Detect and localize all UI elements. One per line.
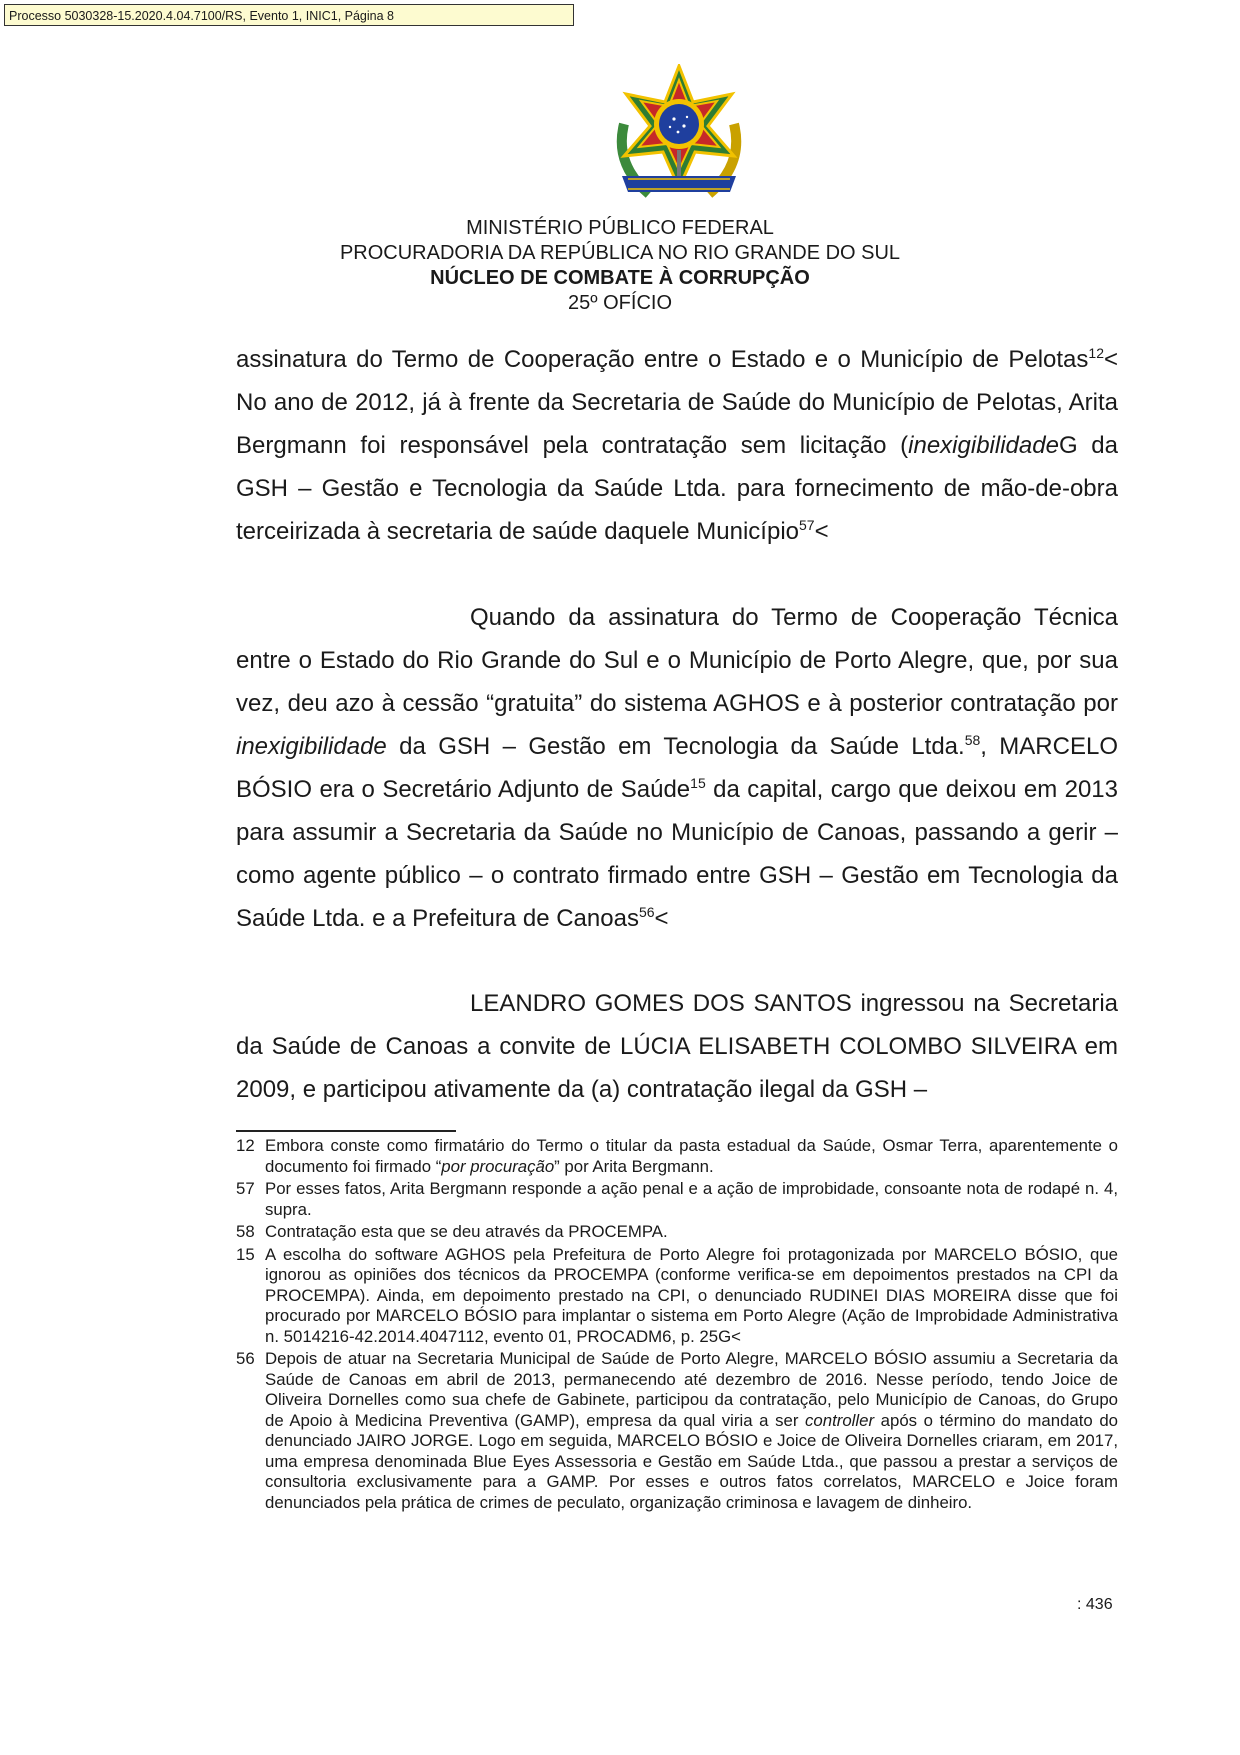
header-nucleo: NÚCLEO DE COMBATE À CORRUPÇÃO [430, 267, 810, 289]
footnote-ref-57[interactable]: 57 [799, 517, 815, 533]
footnote-ref-12[interactable]: 12 [1088, 345, 1104, 361]
paragraph-1: assinatura do Termo de Cooperação entre o Estado e o Município de Pelotas$^{12}$< No ano de 2012, já à frente da Secretaria de Saúde do Município de Pelotas, Arita Bergmann foi responsável pela contratação sem licitação (inexigibilidadeG da GSH – Gestão e Tecnologia da Saúde Ltda. para fornecimento de mão-de-obra terceirizada à secretaria de saúde daquele Município$^{57}$< [236, 345, 1118, 545]
footnote-number: 58 [236, 1222, 255, 1241]
paragraph-3: LEANDRO GOMES DOS SANTOS ingressou na Secretaria da Saúde de Canoas a convite de LÚCIA ELISABETH COLOMBO SILVEIRA em 2009, e participou ativamente da (a) contratação ilegal da GSH – [236, 990, 1118, 1103]
footnotes [236, 1136, 1118, 1515]
header-oficio: 25º OFÍCIO [568, 292, 672, 314]
header-procuradoria: PROCURADORIA DA REPÚBLICA NO RIO GRANDE DO SUL [339, 242, 901, 264]
process-stamp: Processo 5030328-15.2020.4.04.7100/RS, Evento 1, INIC1, Página 8 [4, 4, 574, 26]
footnote-15: 15 A escolha do software AGHOS pela Prefeitura de Porto Alegre foi protagonizada por MARCELO BÓSIO, que ignorou as opiniões dos técnicos da PROCEMPA (conforme verifica-se em depoimentos prestados na CPI da PROCEMPA). Ainda, em depoimento prestado na CPI, o denunciado RUDINEI DIAS MOREIRA disse que foi procurado por MARCELO BÓSIO para implantar o sistema em Porto Alegre (Ação de Improbidade Administrativa n. 5014216-42.2014.4047112, evento 01, PROCADM6, p. 25G< [236, 1244, 1118, 1346]
footnote-number: 15 [236, 1244, 255, 1264]
footnote-58: 58 Contratação esta que se deu através da PROCEMPA. [236, 1222, 668, 1241]
footnote-56: 56 Depois de atuar na Secretaria Municipal de Saúde de Porto Alegre, MARCELO BÓSIO assumiu a Secretaria da Saúde de Canoas em abril de 2013, permanecendo até dezembro de 2016. Nesse período, tendo Joice de Oliveira Dornelles como sua chefe de Gabinete, participou da contratação, pelo Município de Canoas, do Grupo de Apoio à Medicina Preventiva (GAMP), empresa da qual viria a ser controller após o término do mandato do denunciado JAIRO JORGE. Logo em seguida, MARCELO BÓSIO e Joice de Oliveira Dornelles criaram, em 2017, uma empresa denominada Blue Eyes Assessoria e Gestão em Saúde Ltda., que passou a prestar a serviços de consultoria exclusivamente para a GAMP. Por esses e outros fatos correlatos, MARCELO e Joice foram denunciados pela prática de crimes de peculato, organização criminosa e lavagem de dinheiro. [236, 1349, 1118, 1512]
footnote-divider [236, 1130, 456, 1132]
footnote-12: 12 Embora conste como firmatário do Termo o titular da pasta estadual da Saúde, Osmar Terra, aparentemente o documento foi firmado “por procuração” por Arita Bergmann. [236, 1136, 1118, 1176]
footnote-ref-56[interactable]: 56 [638, 904, 655, 920]
paragraph-2: Quando da assinatura do Termo de Cooperação Técnica entre o Estado do Rio Grande do Sul e o Município de Porto Alegre, que, por sua vez, deu azo à cessão “gratuita” do sistema AGHOS e à posterior contratação por inexigibilidade da GSH – Gestão em Tecnologia da Saúde Ltda.$^{58}$, MARCELO BÓSIO era o Secretário Adjunto de Saúde$^{15}$ da capital, cargo que deixou em 2013 para assumir a Secretaria da Saúde no Município de Canoas, passando a gerir – como agente público – o contrato firmado entre GSH – Gestão em Tecnologia da Saúde Ltda. e a Prefeitura de Canoas$^{56}$< [236, 604, 1118, 932]
footnote-ref-15[interactable]: 15 [690, 775, 706, 791]
page-number: : 436 [1077, 1596, 1113, 1613]
footnote-ref-58[interactable]: 58 [964, 732, 981, 748]
footnote-57: 57 Por esses fatos, Arita Bergmann responde a ação penal e a ação de improbidade, consoante nota de rodapé n. 4, supra. [236, 1179, 1118, 1219]
footnote-number: 12 [236, 1136, 255, 1155]
footnote-number: 56 [236, 1349, 255, 1368]
footnote-number: 57 [236, 1179, 255, 1198]
header-ministry: MINISTÉRIO PÚBLICO FEDERAL [466, 217, 774, 239]
brazil-coat-of-arms-icon [604, 64, 754, 204]
